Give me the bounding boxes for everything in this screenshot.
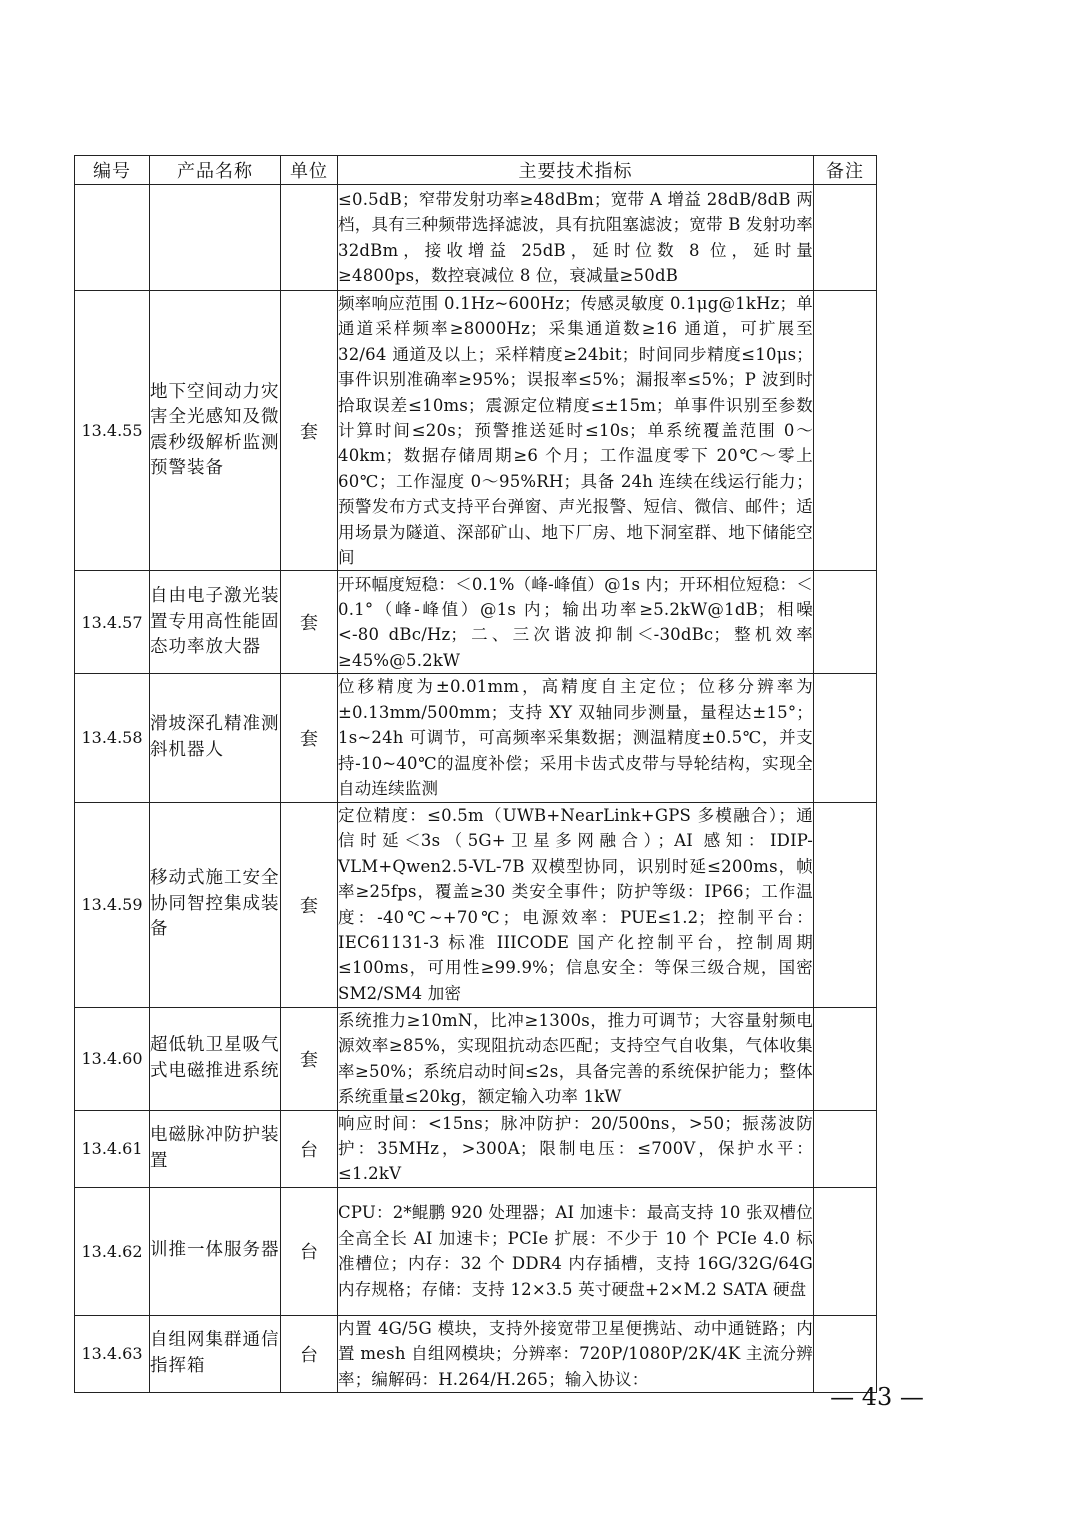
cell-remarks — [814, 571, 877, 674]
cell-number: 13.4.59 — [75, 802, 150, 1007]
cell-spec: 系统推力≥10mN，比冲≥1300s，推力可调节；大容量射频电源效率≥85%，实现阻抗动态匹配；支持空气自收集，气体收集率≥50%；系统启动时间≤2s，具备完善的系统保护能力；整体系统重量≤20kg，额定输入功率 1kW — [338, 1007, 814, 1110]
header-number: 编号 — [75, 156, 150, 185]
cell-number — [75, 185, 150, 291]
cell-number: 13.4.55 — [75, 291, 150, 571]
cell-spec: 响应时间：<15ns；脉冲防护：20/500ns，>50；振荡波防护：35MHz，>300A；限制电压：≤700V，保护水平：≤1.2kV — [338, 1110, 814, 1187]
table-row — [75, 802, 877, 1007]
table-row — [75, 291, 877, 571]
table-row — [75, 674, 877, 802]
cell-product-name: 滑坡深孔精准测斜机器人 — [150, 674, 281, 802]
cell-number: 13.4.62 — [75, 1187, 150, 1315]
cell-number: 13.4.63 — [75, 1315, 150, 1392]
cell-product-name: 超低轨卫星吸气式电磁推进系统 — [150, 1007, 281, 1110]
spec-table — [74, 155, 877, 1393]
cell-product-name: 电磁脉冲防护装置 — [150, 1110, 281, 1187]
header-unit: 单位 — [281, 156, 338, 185]
cell-spec: 频率响应范围 0.1Hz~600Hz；传感灵敏度 0.1μg@1kHz；单通道采样频率≥8000Hz；采集通道数≥16 通道，可扩展至 32/64 通道及以上；采样精度≥24bit；时间同步精度≤10μs；事件识别准确率≥95%；误报率≤5%；漏报率≤5%；P 波到时拾取误差≤10ms；震源定位精度≤±15m；单事件识别至参数计算时间≤20s；预警推送延时≤10s；单系统覆盖范围 0～40km；数据存储周期≥6 个月；工作温度零下 20℃～零上 60℃；工作湿度 0～95%RH；具备 24h 连续在线运行能力；预警发布方式支持平台弹窗、声光报警、短信、微信、邮件；适用场景为隧道、深部矿山、地下厂房、地下洞室群、地下储能空间 — [338, 291, 814, 571]
table-row — [75, 571, 877, 674]
cell-remarks — [814, 1110, 877, 1187]
page-number: — 43 — — [830, 1383, 924, 1411]
cell-spec: 内置 4G/5G 模块，支持外接宽带卫星便携站、动中通链路；内置 mesh 自组网模块；分辨率：720P/1080P/2K/4K 主流分辨率；编解码：H.264/H.265；输入协议： — [338, 1315, 814, 1392]
header-main-specs: 主要技术指标 — [338, 156, 814, 185]
cell-unit: 套 — [281, 291, 338, 571]
cell-remarks — [814, 185, 877, 291]
cell-remarks — [814, 291, 877, 571]
cell-remarks — [814, 1187, 877, 1315]
cell-product-name: 自由电子激光装置专用高性能固态功率放大器 — [150, 571, 281, 674]
cell-product-name — [150, 185, 281, 291]
cell-number: 13.4.57 — [75, 571, 150, 674]
cell-unit — [281, 185, 338, 291]
cell-spec: 位移精度为±0.01mm，高精度自主定位；位移分辨率为±0.13mm/500mm；支持 XY 双轴同步测量，量程达±15°；1s~24h 可调节，可高频率采集数据；测温精度±0.5℃，并支持-10~40℃的温度补偿；采用卡齿式皮带与导轮结构，实现全自动连续监测 — [338, 674, 814, 802]
table-row — [75, 1187, 877, 1315]
header-remarks: 备注 — [814, 156, 877, 185]
header-product-name: 产品名称 — [150, 156, 281, 185]
table-header-row — [75, 156, 877, 185]
cell-unit: 套 — [281, 1007, 338, 1110]
cell-spec: 定位精度：≤0.5m（UWB+NearLink+GPS 多模融合）；通信时延＜3s（5G+卫星多网融合）；AI 感知：IDIP-VLM+Qwen2.5-VL-7B 双模型协同，识别时延≤200ms，帧率≥25fps，覆盖≥30 类安全事件；防护等级：IP66；工作温度：-40℃~+70℃；电源效率：PUE≤1.2；控制平台：IEC61131-3 标准 IIICODE 国产化控制平台，控制周期≤100ms，可用性≥99.9%；信息安全：等保三级合规，国密 SM2/SM4 加密 — [338, 802, 814, 1007]
cell-number: 13.4.60 — [75, 1007, 150, 1110]
cell-product-name: 训推一体服务器 — [150, 1187, 281, 1315]
cell-unit: 套 — [281, 571, 338, 674]
cell-remarks — [814, 802, 877, 1007]
cell-number: 13.4.61 — [75, 1110, 150, 1187]
cell-unit: 台 — [281, 1187, 338, 1315]
cell-remarks — [814, 1007, 877, 1110]
table-row — [75, 1007, 877, 1110]
cell-product-name: 地下空间动力灾害全光感知及微震秒级解析监测预警装备 — [150, 291, 281, 571]
cell-spec: ≤0.5dB；窄带发射功率≥48dBm；宽带 A 增益 28dB/8dB 两档，具有三种频带选择滤波，具有抗阻塞滤波；宽带 B 发射功率 32dBm，接收增益 25dB，延时位数 8 位，延时量≥4800ps，数控衰减位 8 位，衰减量≥50dB — [338, 185, 814, 291]
cell-unit: 台 — [281, 1110, 338, 1187]
cell-product-name: 自组网集群通信指挥箱 — [150, 1315, 281, 1392]
cell-product-name: 移动式施工安全协同智控集成装备 — [150, 802, 281, 1007]
table-row — [75, 185, 877, 291]
cell-spec: CPU：2*鲲鹏 920 处理器；AI 加速卡：最高支持 10 张双槽位全高全长 AI 加速卡；PCIe 扩展：不少于 10 个 PCIe 4.0 标准槽位；内存：32 个 DDR4 内存插槽，支持 16G/32G/64G 内存规格；存储：支持 12×3.5 英寸硬盘+2×M.2 SATA 硬盘 — [338, 1187, 814, 1315]
cell-spec: 开环幅度短稳：＜0.1%（峰-峰值）@1s 内；开环相位短稳：＜0.1°（峰-峰值）@1s 内；输出功率≥5.2kW@1dB；相噪<-80 dBc/Hz；二、三次谐波抑制＜-30dBc；整机效率≥45%@5.2kW — [338, 571, 814, 674]
cell-unit: 套 — [281, 674, 338, 802]
cell-unit: 套 — [281, 802, 338, 1007]
table-row — [75, 1110, 877, 1187]
cell-number: 13.4.58 — [75, 674, 150, 802]
cell-remarks — [814, 674, 877, 802]
table-row — [75, 1315, 877, 1392]
cell-unit: 台 — [281, 1315, 338, 1392]
